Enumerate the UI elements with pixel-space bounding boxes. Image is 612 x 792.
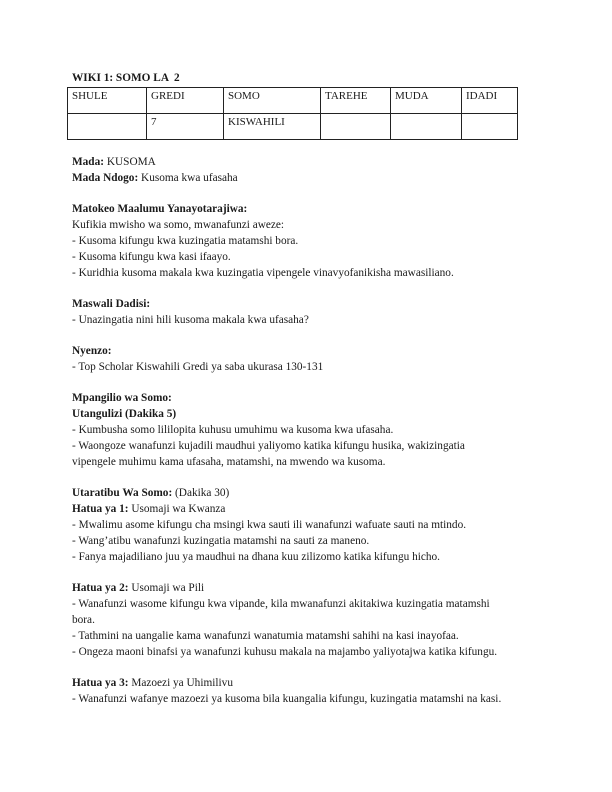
spacer — [72, 375, 542, 390]
cell-idadi — [462, 114, 518, 140]
list-item: - Kusoma kifungu kwa kuzingatia matamshi bora. — [72, 235, 299, 247]
cell-somo: KISWAHILI — [224, 114, 321, 140]
spacer — [72, 328, 542, 343]
column-header-gredi: GREDI — [147, 88, 224, 114]
mada-label: Mada: — [72, 156, 105, 168]
list-item: - Kuridhia kusoma makala kwa kuzingatia vipengele vinavyofanikisha mawasiliano. — [72, 267, 454, 279]
list-item: - Tathmini na uangalie kama wanafunzi wanatumia matamshi sahihi na kasi inayofaa. — [72, 630, 459, 642]
utangulizi-heading: Utangulizi (Dakika 5) — [72, 408, 177, 420]
list-item: - Fanya majadiliano juu ya maudhui na dhana kuu zilizomo katika kifungu hicho. — [72, 551, 440, 563]
document-page — [72, 70, 542, 86]
list-item: - Ongeza maoni binafsi ya wanafunzi kuhusu makala na majambo yaliyotajwa katika kifungu. — [72, 646, 498, 658]
step-2-heading: Hatua ya 2: Usomaji wa Pili — [72, 582, 205, 594]
column-header-muda: MUDA — [391, 88, 462, 114]
spacer — [72, 660, 542, 675]
table-row — [68, 114, 518, 140]
mada-line — [72, 154, 542, 170]
column-header-tarehe: TAREHE — [321, 88, 391, 114]
lesson-content — [72, 154, 542, 707]
list-item: - Wanafunzi wafanye mazoezi ya kusoma bila kuangalia kifungu, kuzingatia matamshi na kasi. — [72, 693, 502, 705]
mada-ndogo-line — [72, 170, 542, 186]
step-1-heading: Hatua ya 1: Usomaji wa Kwanza — [72, 503, 226, 515]
matokeo-heading: Matokeo Maalumu Yanayotarajiwa: — [72, 203, 248, 215]
cell-gredi: 7 — [147, 114, 224, 140]
mada-ndogo-label: Mada Ndogo: — [72, 172, 139, 184]
lesson-meta-table — [67, 87, 518, 140]
list-item-continuation: vipengele muhimu kama ufasaha, matamshi, na mwendo wa kusoma. — [72, 456, 386, 468]
list-item: - Mwalimu asome kifungu cha msingi kwa sauti ili wanafunzi wafuate sauti na mtindo. — [72, 519, 467, 531]
list-item-continuation: bora. — [72, 614, 95, 626]
spacer — [72, 281, 542, 296]
utaratibu-value: (Dakika 30) — [172, 487, 230, 499]
mada-ndogo-value: Kusoma kwa ufasaha — [138, 172, 238, 184]
column-header-idadi: IDADI — [462, 88, 518, 114]
maswali-heading: Maswali Dadisi: — [72, 298, 151, 310]
column-header-somo: SOMO — [224, 88, 321, 114]
table-header-row — [68, 88, 518, 114]
page-title: WIKI 1: SOMO LA 2 — [72, 72, 180, 84]
mada-value: KUSOMA — [104, 156, 156, 168]
cell-muda — [391, 114, 462, 140]
list-item: - Waongoze wanafunzi kujadili maudhui yaliyomo katika kifungu husika, wakizingatia — [72, 440, 465, 452]
spacer — [72, 565, 542, 580]
step-3-heading: Hatua ya 3: Mazoezi ya Uhimilivu — [72, 677, 233, 689]
list-item: - Top Scholar Kiswahili Gredi ya saba ukurasa 130-131 — [72, 361, 324, 373]
list-item: - Wang’atibu wanafunzi kuzingatia matamshi na sauti za maneno. — [72, 535, 370, 547]
list-item: - Unazingatia nini hili kusoma makala kwa ufasaha? — [72, 314, 309, 326]
utaratibu-label: Utaratibu Wa Somo: — [72, 487, 173, 499]
column-header-shule: SHULE — [68, 88, 147, 114]
list-item: - Kusoma kifungu kwa kasi ifaayo. — [72, 251, 231, 263]
mpangilio-heading: Mpangilio wa Somo: — [72, 392, 172, 404]
spacer — [72, 470, 542, 485]
cell-tarehe — [321, 114, 391, 140]
list-item: - Wanafunzi wasome kifungu kwa vipande, kila mwanafunzi akitakiwa kuzingatia matamshi — [72, 598, 490, 610]
cell-shule — [68, 114, 147, 140]
utaratibu-line — [72, 485, 542, 501]
matokeo-intro: Kufikia mwisho wa somo, mwanafunzi aweze: — [72, 219, 285, 231]
spacer — [72, 186, 542, 201]
list-item: - Kumbusha somo lililopita kuhusu umuhimu wa kusoma kwa ufasaha. — [72, 424, 394, 436]
nyenzo-heading: Nyenzo: — [72, 345, 112, 357]
